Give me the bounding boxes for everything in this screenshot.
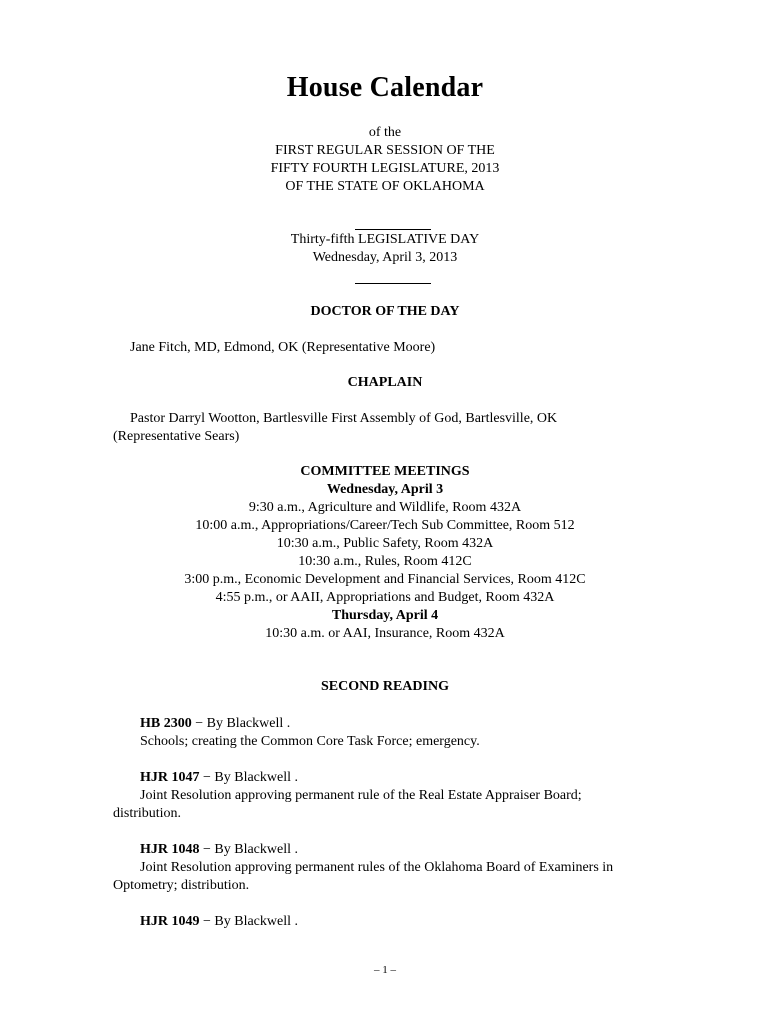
committee-heading: COMMITTEE MEETINGS [300,464,470,479]
bill-id: HB 2300 [140,716,192,731]
committee-meeting: 3:00 p.m., Economic Development and Financial Services, Room 412C [184,572,586,587]
bill-heading [140,769,298,787]
chaplain-heading: CHAPLAIN [347,375,423,390]
bill-description: Schools; creating the Common Core Task Force; emergency. [140,734,480,749]
second-reading-heading: SECOND READING [321,679,449,694]
bill-description-cont: Optometry; distribution. [113,878,250,893]
header-legislature: FIFTY FOURTH LEGISLATURE, 2013 [270,161,500,176]
committee-day2: Thursday, April 4 [331,608,439,623]
bill-id: HJR 1048 [140,842,200,857]
bill-description: Joint Resolution approving permanent rule of the Real Estate Appraiser Board; [140,788,582,803]
committee-meeting: 10:30 a.m., Rules, Room 412C [298,554,472,569]
bill-id: HJR 1049 [140,914,200,929]
bill-author: − By Blackwell . [191,716,291,731]
committee-meeting: 4:55 p.m., or AAII, Appropriations and Budget, Room 432A [215,590,555,605]
header-session: FIRST REGULAR SESSION OF THE [275,143,495,158]
doctor-text: Jane Fitch, MD, Edmond, OK (Representative Moore) [130,340,436,355]
bill-id: HJR 1047 [140,770,200,785]
legislative-day: Thirty-fifth LEGISLATIVE DAY [290,232,480,247]
chaplain-line2: (Representative Sears) [113,429,240,444]
chaplain-line1: Pastor Darryl Wootton, Bartlesville First Assembly of God, Bartlesville, OK [130,411,558,426]
page-title: House Calendar [286,72,484,103]
bill-description-cont: distribution. [113,806,182,821]
doctor-heading: DOCTOR OF THE DAY [310,304,460,319]
bill-heading [140,841,298,859]
page-number: – 1 – [374,964,396,976]
bill-author: − By Blackwell . [199,914,298,929]
divider-bottom [355,283,431,284]
header-line-of-the: of the [368,125,402,140]
divider-top [355,229,431,230]
committee-meeting: 10:30 a.m., Public Safety, Room 432A [276,536,494,551]
bill-author: − By Blackwell . [199,770,298,785]
committee-meeting: 10:00 a.m., Appropriations/Career/Tech Sub Committee, Room 512 [195,518,575,533]
committee-meeting: 9:30 a.m., Agriculture and Wildlife, Room 432A [248,500,522,515]
committee-day1: Wednesday, April 3 [326,482,444,497]
bill-heading [140,913,298,931]
committee-meeting: 10:30 a.m. or AAI, Insurance, Room 432A [265,626,505,641]
bill-heading [140,715,290,733]
bill-author: − By Blackwell . [199,842,298,857]
header-state: OF THE STATE OF OKLAHOMA [285,179,485,194]
session-date: Wednesday, April 3, 2013 [312,250,458,265]
bill-description: Joint Resolution approving permanent rules of the Oklahoma Board of Examiners in [140,860,614,875]
